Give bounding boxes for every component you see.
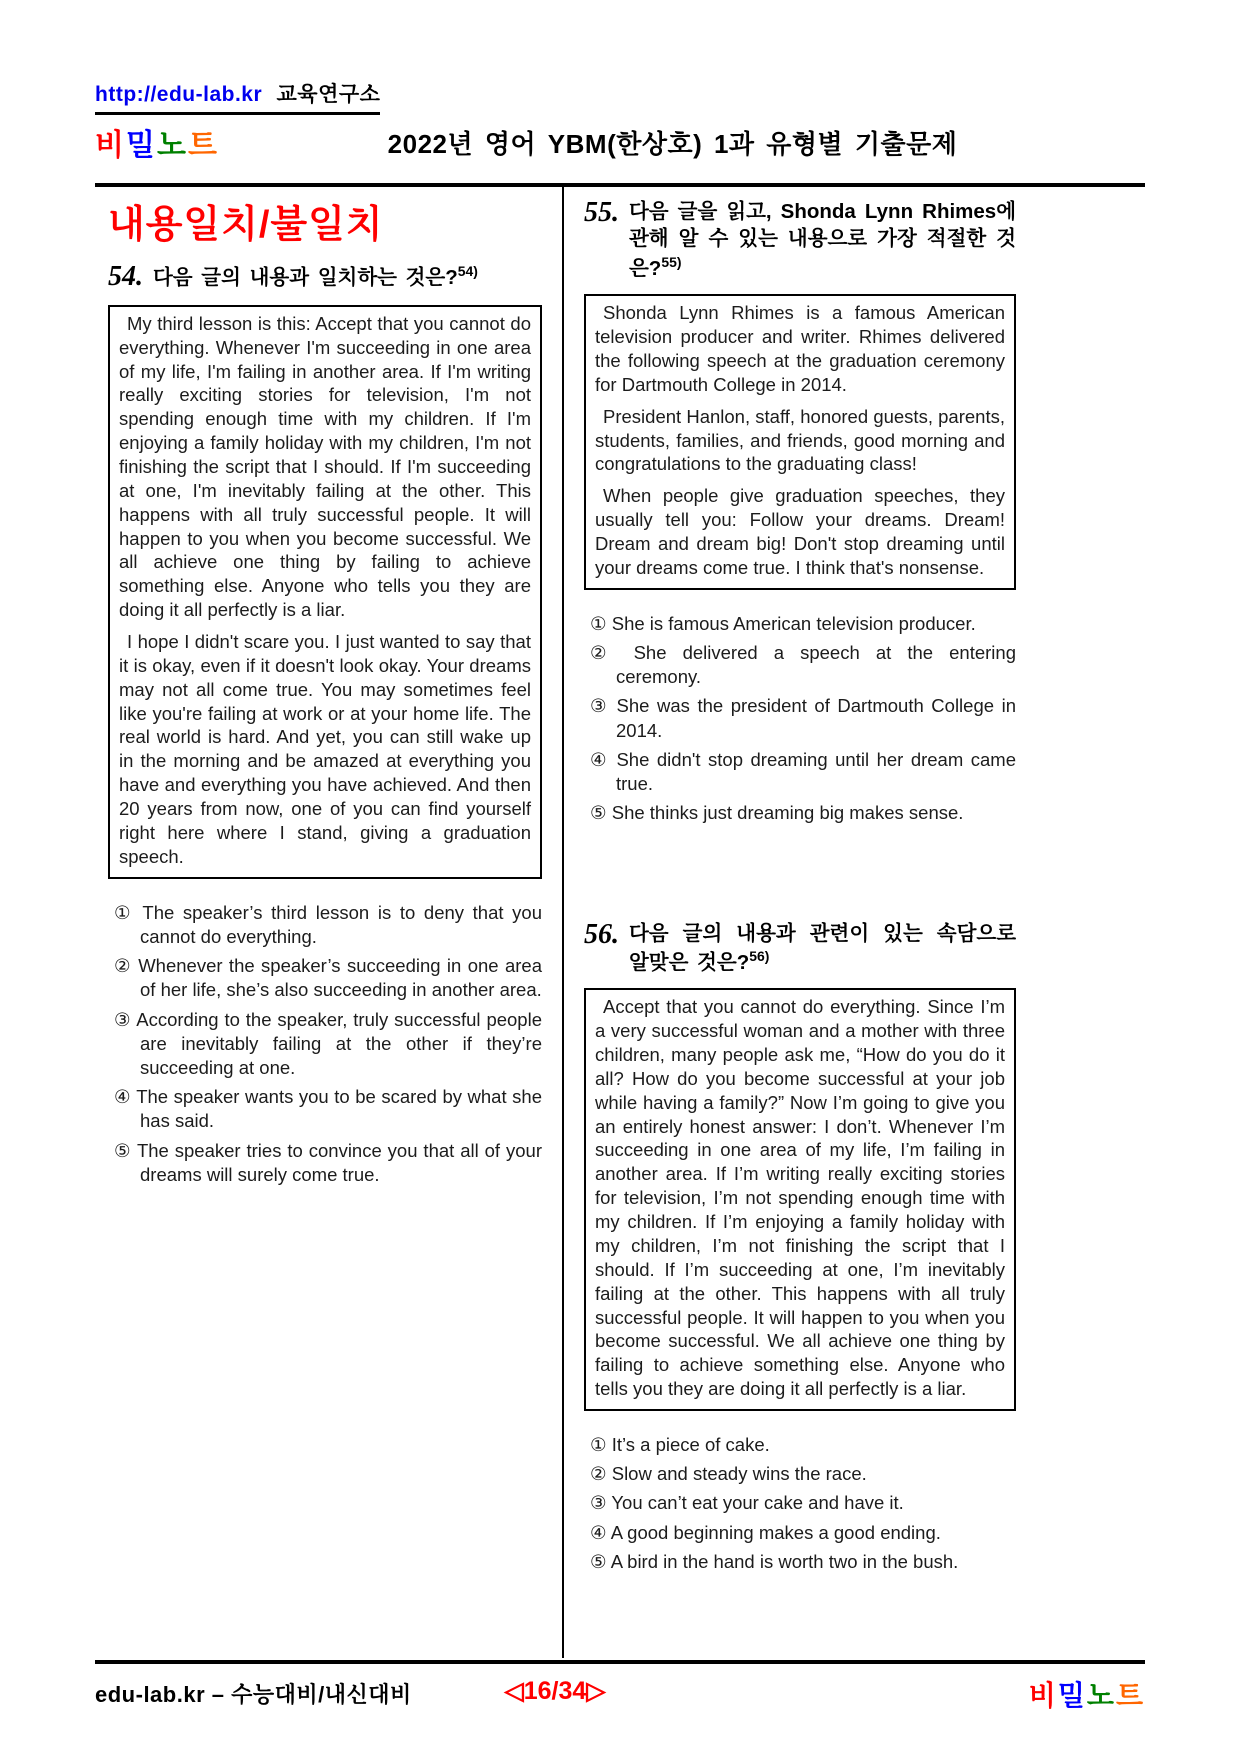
answer-option-2: ② Slow and steady wins the race. bbox=[590, 1463, 867, 1485]
right-column bbox=[584, 188, 1016, 1579]
passage-paragraph: When people give graduation speeches, they usually tell you: Follow your dreams. Dream! Dream and dream big! Don't stop dreaming until your dreams come true. I think that's nonsense. bbox=[595, 485, 1005, 578]
answer-options bbox=[108, 901, 542, 1188]
question-prompt-text: 다음 글을 읽고, Shonda Lynn Rhimes에 관해 알 수 있는 내용으로 가장 적절한 것은? bbox=[629, 200, 1016, 280]
footer-site-label: edu-lab.kr – 수능대비/내신대비 bbox=[95, 1682, 412, 1707]
question-prompt bbox=[153, 262, 478, 293]
passage-paragraph: Shonda Lynn Rhimes is a famous American television producer and writer. Rhimes delivered the following speech at the graduation ceremony for Dartmouth College in 2014. bbox=[595, 302, 1005, 395]
passage-paragraph: I hope I didn't scare you. I just wanted to say that it is okay, even if it doesn't look okay. Your dreams may not all come true. You may sometimes feel like you're failing at work or at your home life. The real world is hard. And yet, you can still wake up in the morning and be amazed at everything you have and everything you have achieved. And then 20 years from now, one of you can find yourself right here where I stand, giving a graduation speech. bbox=[119, 630, 531, 867]
page-footer bbox=[95, 1674, 1145, 1714]
answer-options bbox=[584, 1433, 1016, 1574]
passage-box bbox=[584, 988, 1016, 1411]
question-number: 56. bbox=[584, 918, 619, 950]
question-number: 55. bbox=[584, 197, 619, 228]
answer-options bbox=[584, 612, 1016, 826]
brand-logo-char: 노 bbox=[1086, 1680, 1116, 1711]
footer-rule bbox=[95, 1660, 1145, 1664]
section-title: 내용일치/불일치 bbox=[108, 204, 384, 246]
left-column bbox=[108, 193, 542, 1192]
site-url[interactable]: http://edu-lab.kr bbox=[95, 83, 263, 106]
brand-logo-char: 비 bbox=[95, 129, 126, 162]
question-prompt bbox=[629, 198, 1016, 282]
answer-option-5: ⑤ She thinks just dreaming big makes sense. bbox=[590, 802, 964, 824]
answer-option-1: ① The speaker’s third lesson is to deny that you cannot do everything. bbox=[114, 901, 542, 947]
answer-option-2: ② Whenever the speaker’s succeeding in one area of her life, she’s also succeeding in another area. bbox=[114, 955, 542, 1001]
brand-logo-char: 비 bbox=[1028, 1680, 1058, 1711]
column-divider bbox=[562, 187, 564, 1658]
brand-logo-char: 트 bbox=[187, 129, 219, 162]
passage-paragraph: President Hanlon, staff, honored guests, parents, students, families, and friends, good morning and congratulations to the graduating class! bbox=[595, 405, 1005, 475]
brand-logo-char: 노 bbox=[156, 129, 188, 162]
passage-paragraph: My third lesson is this: Accept that you cannot do everything. Whenever I'm succeeding in one area of my life, I'm failing in another area. If I'm writing really exciting stories for television, I'm not spending enough time with my children. If I'm enjoying a family holiday with my children, I'm not finishing the script that I should. If I'm succeeding at one, I'm inevitably failing at the other. This happens with all truly successful people. It will happen to you when you become successful. We all achieve one thing by failing to achieve something else. Anyone who tells you they are doing it all perfectly is a liar. bbox=[119, 312, 531, 621]
site-org-label: 교육연구소 bbox=[276, 83, 381, 106]
question-56 bbox=[584, 920, 1016, 1575]
answer-option-4: ④ A good beginning makes a good ending. bbox=[590, 1521, 941, 1543]
passage-box bbox=[108, 305, 542, 879]
footnote-marker: 54) bbox=[457, 263, 478, 279]
answer-option-3: ③ According to the speaker, truly successful people are inevitably failing at the other if they’re succeeding at one. bbox=[114, 1008, 542, 1078]
document-title: 2022년 영어 YBM(한상호) 1과 유형별 기출문제 bbox=[387, 129, 958, 159]
question-54-header bbox=[108, 262, 542, 293]
page-indicator: ◁16/34▷ bbox=[504, 1677, 606, 1705]
answer-option-2: ② She delivered a speech at the entering ceremony. bbox=[590, 641, 1016, 688]
answer-option-1: ① It’s a piece of cake. bbox=[590, 1433, 770, 1455]
brand-logo-char: 트 bbox=[1115, 1680, 1145, 1711]
question-prompt bbox=[629, 920, 1016, 977]
question-number: 54. bbox=[108, 261, 143, 292]
footnote-marker: 55) bbox=[661, 253, 682, 270]
question-prompt-text: 다음 글의 내용과 관련이 있는 속담으로 알맞은 것은? bbox=[629, 921, 1016, 974]
question-54 bbox=[108, 262, 542, 1187]
question-prompt-text: 다음 글의 내용과 일치하는 것은? bbox=[153, 265, 458, 289]
passage-box bbox=[584, 294, 1016, 589]
question-55 bbox=[584, 198, 1016, 826]
answer-option-3: ③ She was the president of Dartmouth College in 2014. bbox=[590, 695, 1016, 741]
question-55-header bbox=[584, 198, 1016, 282]
answer-option-3: ③ You can’t eat your cake and have it. bbox=[590, 1492, 904, 1514]
header-rule bbox=[95, 183, 1145, 187]
brand-logo-char: 밀 bbox=[125, 129, 157, 162]
site-link[interactable] bbox=[95, 78, 380, 115]
answer-option-5: ⑤ The speaker tries to convince you that all of your dreams will surely come true. bbox=[114, 1139, 542, 1185]
answer-option-4: ④ The speaker wants you to be scared by what she has said. bbox=[114, 1086, 542, 1132]
answer-option-4: ④ She didn't stop dreaming until her dream came true. bbox=[590, 748, 1016, 795]
brand-logo-char: 밀 bbox=[1057, 1680, 1087, 1711]
passage-paragraph: Accept that you cannot do everything. Since I’m a very successful woman and a mother with three children, many people ask me, “How do you do it all? How do you become successful at your job while having a family?” Now I’m going to give you an entirely honest answer: I don’t. Whenever I’m succeeding in one area of my life, I’m failing in another area. If I’m writing really exciting stories for television, I’m not spending enough time with my children. If I’m enjoying a family holiday with my children, I’m not finishing the script that I should. If I’m succeeding at one, I’m inevitably failing at the other. This happens with all truly successful people. It will happen to you when you become successful. We all achieve one thing by failing to achieve something else. Anyone who tells you they are doing it all perfectly is a liar. bbox=[595, 996, 1005, 1400]
question-56-header bbox=[584, 920, 1016, 977]
answer-option-5: ⑤ A bird in the hand is worth two in the bush. bbox=[590, 1550, 959, 1572]
footer-brand-logo bbox=[1029, 1674, 1145, 1714]
answer-option-1: ① She is famous American television producer. bbox=[590, 612, 976, 634]
footnote-marker: 56) bbox=[749, 948, 770, 965]
